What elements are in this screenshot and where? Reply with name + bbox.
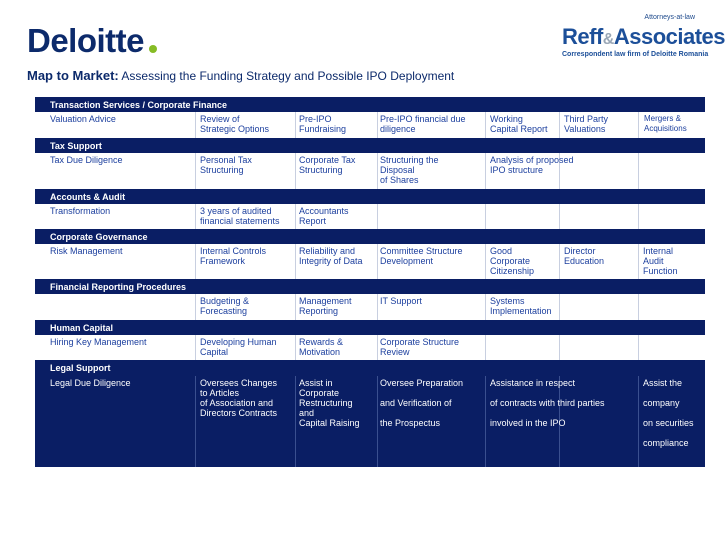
column-divider	[485, 204, 486, 229]
service-cell: Internal Controls Framework	[200, 246, 267, 266]
section-row	[35, 244, 705, 279]
column-divider	[485, 376, 486, 467]
column-divider	[485, 153, 486, 189]
service-cell: Internal Audit Function	[643, 246, 678, 276]
service-cell: Working Capital Report	[490, 114, 548, 134]
service-cell: Oversee Preparation and Verification of the Prospectus	[380, 378, 464, 428]
service-cell: Assist in Corporate Restructuring and Capital Raising	[299, 378, 360, 428]
column-divider	[638, 153, 639, 189]
column-divider	[195, 294, 196, 320]
service-cell: Transformation	[50, 206, 111, 216]
service-cell: Accountants Report	[299, 206, 349, 226]
service-map-table	[35, 97, 705, 467]
service-cell: IT Support	[380, 296, 422, 306]
title-rest: Assessing the Funding Strategy and Possible IPO Deployment	[118, 69, 455, 83]
reff-associates-logo	[562, 24, 725, 53]
column-divider	[377, 335, 378, 360]
service-cell: Assist the company on securities compliance	[643, 378, 694, 448]
service-cell: Developing Human Capital	[200, 337, 277, 357]
column-divider	[485, 244, 486, 279]
section-heading: Accounts & Audit	[35, 191, 705, 203]
column-divider	[559, 244, 560, 279]
service-cell: Analysis of proposed IPO structure	[490, 155, 574, 175]
section-row	[35, 153, 705, 189]
service-cell: Assistance in respect of contracts with third parties involved in the IPO	[490, 378, 605, 428]
column-divider	[638, 112, 639, 138]
section-heading: Financial Reporting Procedures	[35, 281, 705, 293]
column-divider	[638, 204, 639, 229]
service-cell: Committee Structure Development	[380, 246, 463, 266]
reff-logo-part-a: Reff	[562, 24, 603, 49]
page-title	[27, 68, 454, 83]
service-cell: 3 years of audited financial statements	[200, 206, 280, 226]
column-divider	[638, 244, 639, 279]
column-divider	[485, 335, 486, 360]
section-heading: Corporate Governance	[35, 231, 705, 243]
service-cell: Review of Strategic Options	[200, 114, 270, 134]
column-divider	[195, 204, 196, 229]
section-heading: Legal Support	[35, 362, 705, 374]
column-divider	[559, 335, 560, 360]
column-divider	[295, 376, 296, 467]
reff-logo-ampersand: &	[602, 31, 614, 48]
service-cell: Hiring Key Management	[50, 337, 147, 347]
service-cell: Pre-IPO Fundraising	[299, 114, 347, 134]
column-divider	[295, 294, 296, 320]
title-bold: Map to Market:	[27, 68, 119, 83]
section-row	[35, 204, 705, 229]
column-divider	[377, 244, 378, 279]
column-divider	[559, 112, 560, 138]
reff-logo-part-b: Associates	[613, 24, 726, 49]
column-divider	[295, 335, 296, 360]
reff-subtitle: Correspondent law firm of Deloitte Romania	[562, 51, 709, 58]
service-cell: Management Reporting	[299, 296, 352, 316]
deloitte-logo: Deloitte	[27, 22, 145, 59]
column-divider	[377, 153, 378, 189]
column-divider	[295, 204, 296, 229]
service-cell: Structuring the Disposal of Shares	[380, 155, 439, 185]
service-cell: Third Party Valuations	[564, 114, 609, 134]
service-cell: Rewards & Motivation	[299, 337, 344, 357]
column-divider	[295, 244, 296, 279]
service-cell: Mergers & Acquisitions	[644, 114, 687, 133]
service-cell: Director Education	[564, 246, 605, 266]
service-cell: Corporate Structure Review	[380, 337, 460, 357]
reff-tagline: Attorneys-at-law	[644, 14, 695, 21]
column-divider	[295, 112, 296, 138]
section-heading: Transaction Services / Corporate Finance	[35, 99, 705, 111]
column-divider	[195, 244, 196, 279]
service-cell: Tax Due Diligence	[50, 155, 123, 165]
section-heading: Tax Support	[35, 140, 705, 152]
column-divider	[195, 112, 196, 138]
service-cell: Legal Due Diligence	[50, 378, 131, 388]
service-cell: Systems Implementation	[490, 296, 552, 316]
service-cell: Good Corporate Citizenship	[490, 246, 535, 276]
section-row	[35, 294, 705, 320]
column-divider	[377, 294, 378, 320]
column-divider	[559, 294, 560, 320]
service-cell: Budgeting & Forecasting	[200, 296, 250, 316]
column-divider	[485, 294, 486, 320]
column-divider	[195, 153, 196, 189]
column-divider	[195, 335, 196, 360]
service-cell: Pre-IPO financial due diligence	[380, 114, 466, 134]
column-divider	[377, 204, 378, 229]
column-divider	[195, 376, 196, 467]
column-divider	[559, 204, 560, 229]
service-cell: Oversees Changes to Articles of Association and Directors Contracts	[200, 378, 278, 418]
section-heading: Human Capital	[35, 322, 705, 334]
service-cell: Risk Management	[50, 246, 123, 256]
service-cell: Corporate Tax Structuring	[299, 155, 356, 175]
column-divider	[638, 335, 639, 360]
column-divider	[485, 112, 486, 138]
column-divider	[295, 153, 296, 189]
service-cell: Valuation Advice	[50, 114, 116, 124]
service-cell: Personal Tax Structuring	[200, 155, 252, 175]
column-divider	[638, 294, 639, 320]
service-cell: Reliability and Integrity of Data	[299, 246, 363, 266]
deloitte-logo-dot	[149, 45, 157, 53]
column-divider	[377, 112, 378, 138]
column-divider	[377, 376, 378, 467]
column-divider	[638, 376, 639, 467]
